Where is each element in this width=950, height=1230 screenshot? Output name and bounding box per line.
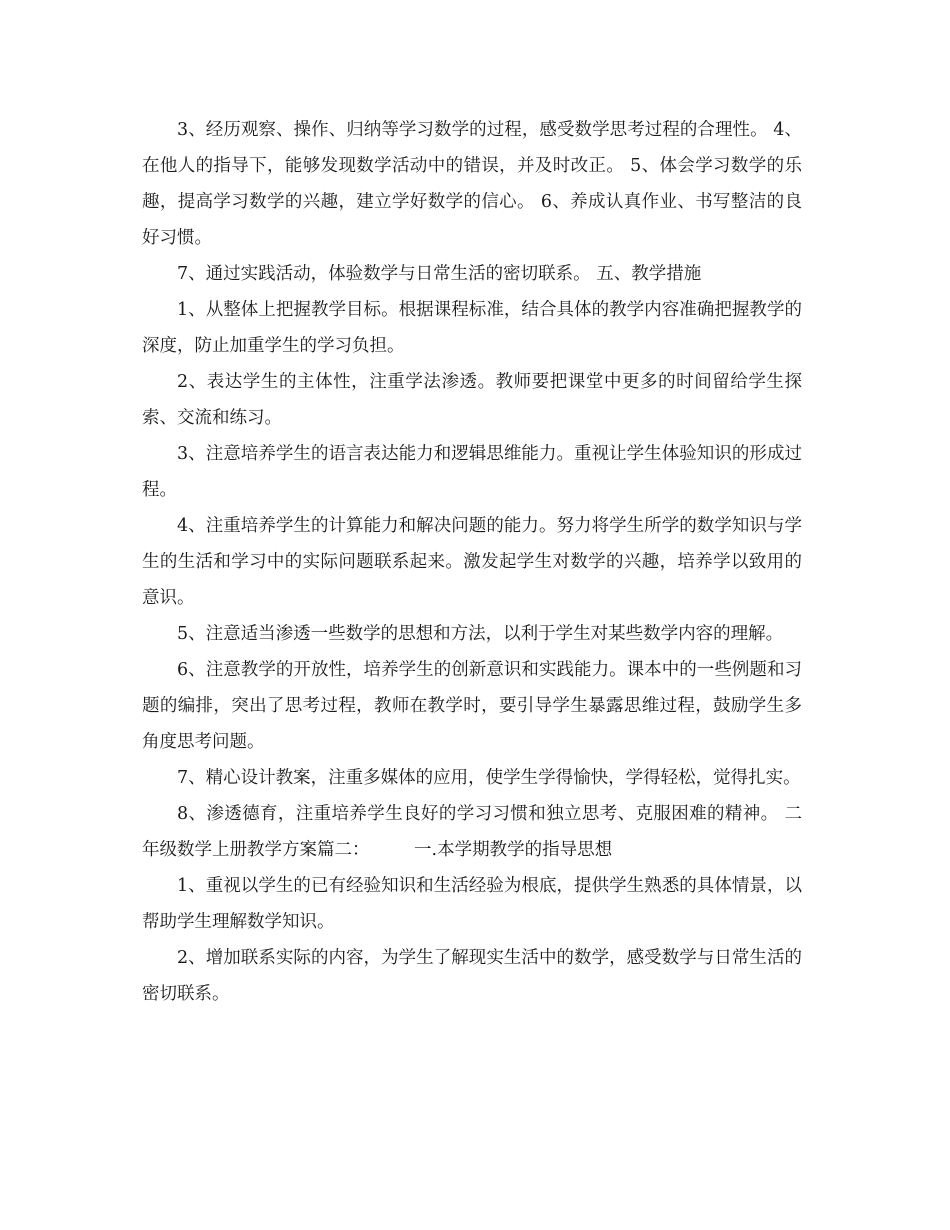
paragraph-6: 4、注重培养学生的计算能力和解决问题的能力。努力将学生所学的数学知识与学生的生活和学习中的实际问题联系起来。激发起学生对数学的兴趣，培养学以致用的意识。 bbox=[142, 516, 802, 608]
paragraph-3: 1、从整体上把握教学目标。根据课程标准，结合具体的教学内容准确把握教学的深度，防止加重学生的学习负担。 bbox=[142, 300, 802, 356]
paragraph-8: 6、注意教学的开放性，培养学生的创新意识和实践能力。课本中的一些例题和习题的编排，突出了思考过程，教师在教学时，要引导学生暴露思维过程，鼓励学生多角度思考问题。 bbox=[142, 660, 802, 752]
paragraph-9: 7、精心设计教案，注重多媒体的应用，使学生学得愉快，学得轻松，觉得扎实。 bbox=[177, 768, 801, 788]
paragraph-2: 7、通过实践活动，体验数学与日常生活的密切联系。 五、教学措施 bbox=[177, 264, 702, 284]
paragraph-1: 3、经历观察、操作、归纳等学习数学的过程，感受数学思考过程的合理性。 4、在他人的指导下，能够发现数学活动中的错误，并及时改正。 5、体会学习数学的乐趣，提高学习数学的兴趣，建立学好数学的信心。 6、养成认真作业、书写整洁的良好习惯。 bbox=[142, 120, 802, 248]
paragraph-5: 3、注意培养学生的语言表达能力和逻辑思维能力。重视让学生体验知识的形成过程。 bbox=[142, 444, 802, 500]
paragraph-4: 2、表达学生的主体性，注重学法渗透。教师要把课堂中更多的时间留给学生探索、交流和练习。 bbox=[142, 372, 802, 428]
paragraph-11: 1、重视以学生的已有经验知识和生活经验为根底，提供学生熟悉的具体情景，以帮助学生理解数学知识。 bbox=[142, 876, 802, 932]
document-page bbox=[142, 112, 802, 1012]
paragraph-12: 2、增加联系实际的内容，为学生了解现实生活中的数学，感受数学与日常生活的密切联系。 bbox=[142, 948, 802, 1004]
paragraph-7: 5、注意适当渗透一些数学的思想和方法，以利于学生对某些数学内容的理解。 bbox=[177, 624, 784, 644]
paragraph-10: 8、渗透德育，注重培养学生良好的学习习惯和独立思考、克服困难的精神。 二年级数学上册教学方案篇二： 一.本学期教学的指导思想 bbox=[142, 804, 802, 860]
